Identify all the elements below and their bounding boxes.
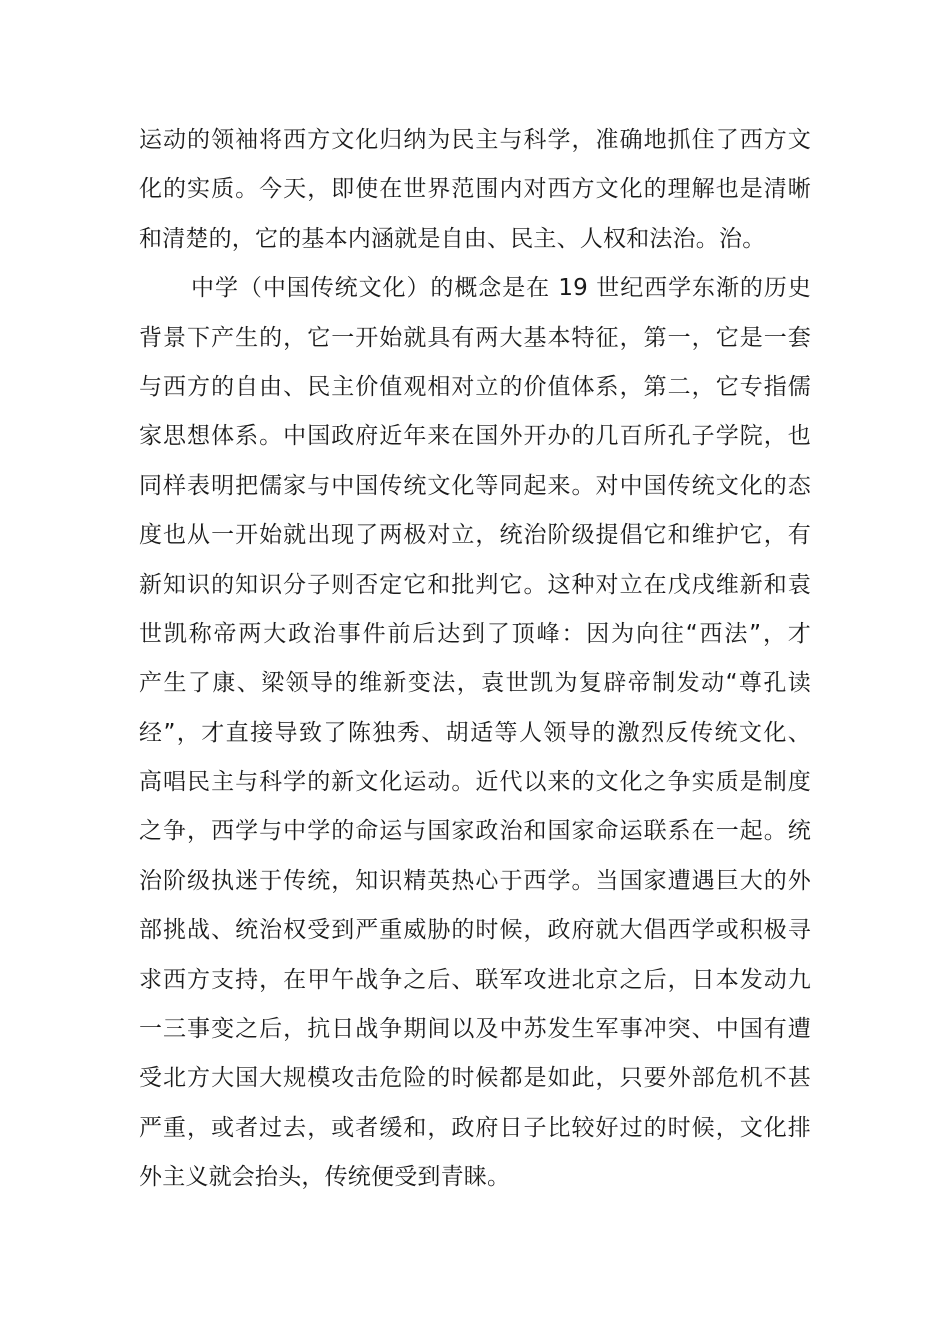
text-line: 中学（中国传统文化）的概念是在 19 世纪西学东渐的历史 [191,275,811,302]
text-line: 新知识的知识分子则否定它和批判它。这种对立在戊戌维新和袁 [139,571,811,598]
text-line: 同样表明把儒家与中国传统文化等同起来。对中国传统文化的态 [139,472,811,499]
text-line: 严重，或者过去，或者缓和，政府日子比较好过的时候，文化排 [139,1114,811,1141]
text-line: 背景下产生的，它一开始就具有两大基本特征，第一，它是一套 [139,324,811,351]
text-line: 运动的领袖将西方文化归纳为民主与科学，准确地抓住了西方文 [139,127,811,153]
text-line: 部挑战、统治权受到严重威胁的时候，政府就大倡西学或积极寻 [139,917,811,944]
text-line: 世凯称帝两大政治事件前后达到了顶峰：因为向往“西法”，才 [139,620,811,647]
text-line: 治阶级执迷于传统，知识精英热心于西学。当国家遭遇巨大的外 [139,867,811,894]
text-line: 产生了康、梁领导的维新变法，袁世凯为复辟帝制发动“尊孔读 [139,670,811,697]
text-line: 一三事变之后，抗日战争期间以及中苏发生军事冲突、中国有遭 [139,1016,811,1043]
text-line: 受北方大国大规模攻击危险的时候都是如此，只要外部危机不甚 [139,1065,811,1092]
text-line: 之争，西学与中学的命运与国家政治和国家命运联系在一起。统 [139,818,811,845]
text-line: 高唱民主与科学的新文化运动。近代以来的文化之争实质是制度 [139,769,811,796]
text-line: 外主义就会抬头，传统便受到青睐。 [139,1164,511,1191]
text-line: 与西方的自由、民主价值观相对立的价值体系，第二，它专指儒 [139,373,811,400]
paragraph-western-culture [139,116,811,264]
text-line: 度也从一开始就出现了两极对立，统治阶级提倡它和维护它，有 [139,522,811,549]
text-line: 经”，才直接导致了陈独秀、胡适等人领导的激烈反传统文化、 [139,719,811,746]
text-line: 求西方支持，在甲午战争之后、联军攻进北京之后，日本发动九 [139,966,811,993]
document-body [139,116,811,1203]
text-line: 家思想体系。中国政府近年来在国外开办的几百所孔子学院，也 [139,423,811,450]
text-line: 化的实质。今天，即使在世界范围内对西方文化的理解也是清晰 [139,176,811,203]
text-line: 和清楚的，它的基本内涵就是自由、民主、人权和法治。治。 [139,225,766,252]
paragraph-chinese-learning [139,264,811,1202]
